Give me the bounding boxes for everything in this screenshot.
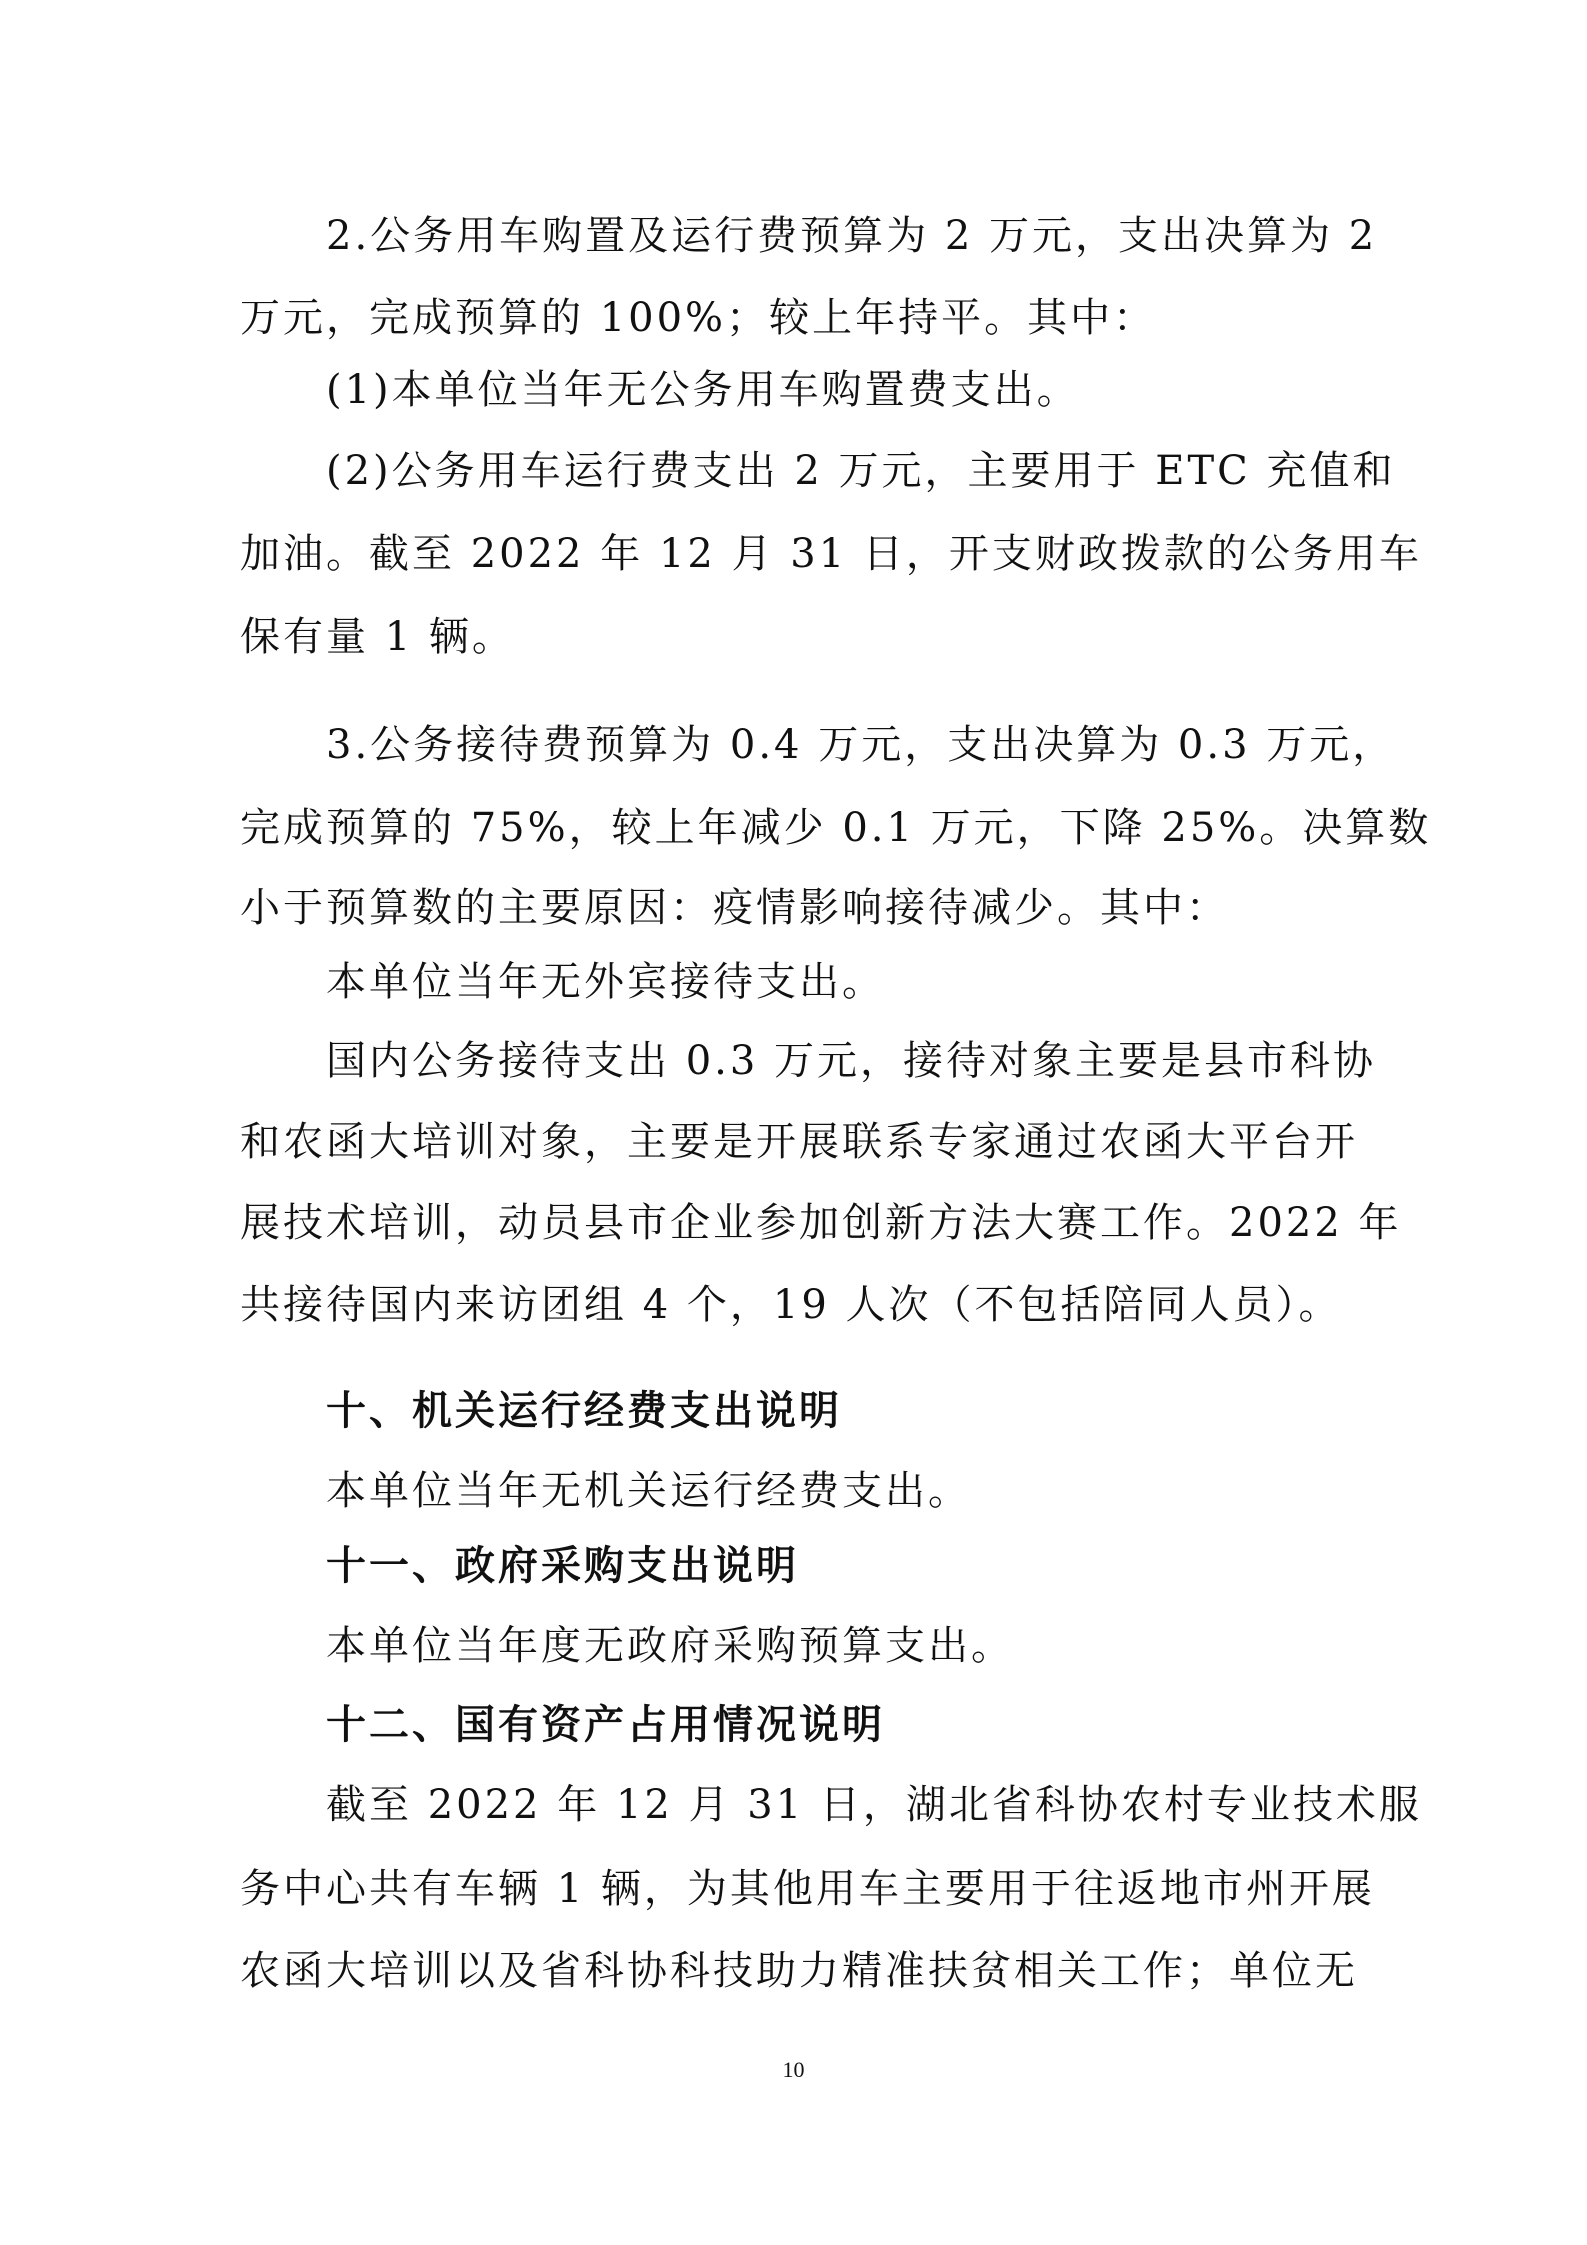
paragraph-line: 小于预算数的主要原因：疫情影响接待减少。其中： (240, 885, 1229, 931)
paragraph-line: 务中心共有车辆 1 辆，为其他用车主要用于往返地市州开展 (240, 1866, 1375, 1912)
page-number: 10 (782, 2057, 805, 2082)
section-text: 本单位当年无机关运行经费支出。 (326, 1468, 971, 1514)
paragraph-line: (2)公务用车运行费支出 2 万元，主要用于 ETC 充值和 (326, 448, 1396, 494)
paragraph-line: 农函大培训以及省科协科技助力精准扶贫相关工作；单位无 (240, 1948, 1358, 1994)
paragraph-line: 本单位当年无外宾接待支出。 (326, 959, 885, 1005)
section-heading: 十、机关运行经费支出说明 (326, 1388, 842, 1434)
paragraph-line: 截至 2022 年 12 月 31 日，湖北省科协农村专业技术服 (326, 1782, 1422, 1828)
paragraph-line: (1)本单位当年无公务用车购置费支出。 (326, 367, 1080, 413)
paragraph-line: 国内公务接待支出 0.3 万元，接待对象主要是县市科协 (326, 1038, 1377, 1084)
paragraph-line: 共接待国内来访团组 4 个，19 人次（不包括陪同人员）。 (240, 1282, 1342, 1328)
section-heading: 十二、国有资产占用情况说明 (326, 1702, 885, 1748)
paragraph-line: 完成预算的 75%，较上年减少 0.1 万元，下降 25%。决算数 (240, 805, 1432, 851)
section-text: 本单位当年度无政府采购预算支出。 (326, 1623, 1014, 1669)
paragraph-line: 2.公务用车购置及运行费预算为 2 万元，支出决算为 2 (326, 213, 1378, 259)
paragraph-line: 保有量 1 辆。 (240, 614, 515, 660)
section-heading: 十一、政府采购支出说明 (326, 1543, 799, 1589)
paragraph-line: 加油。截至 2022 年 12 月 31 日，开支财政拨款的公务用车 (240, 531, 1422, 577)
paragraph-line: 万元，完成预算的 100%；较上年持平。其中： (240, 295, 1157, 341)
paragraph-line: 和农函大培训对象，主要是开展联系专家通过农函大平台开 (240, 1119, 1358, 1165)
paragraph-line: 3.公务接待费预算为 0.4 万元，支出决算为 0.3 万元， (326, 722, 1396, 768)
paragraph-line: 展技术培训，动员县市企业参加创新方法大赛工作。2022 年 (240, 1200, 1402, 1246)
